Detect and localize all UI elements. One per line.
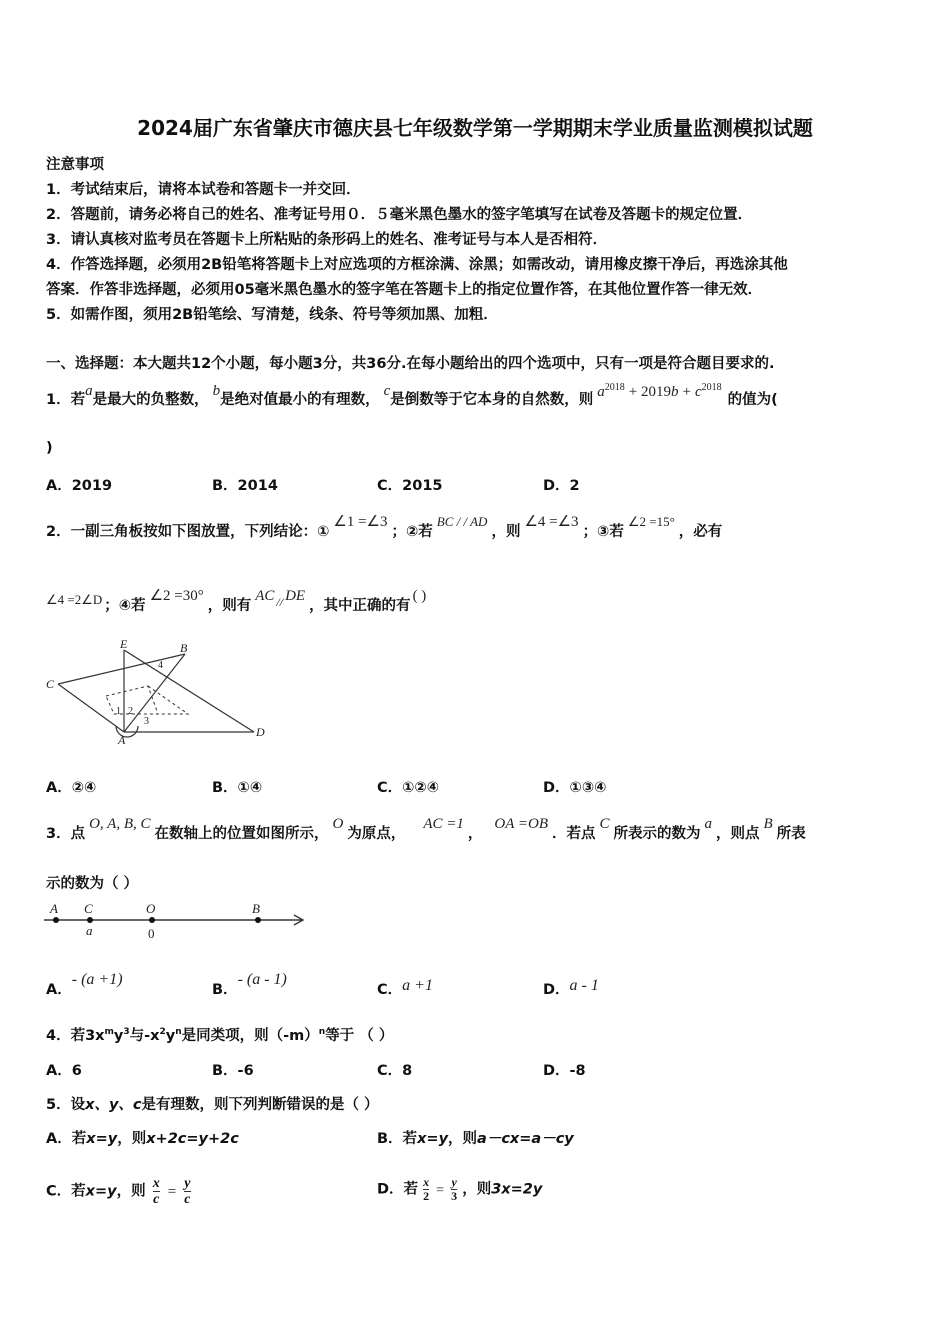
q3-text-7: ，则点 xyxy=(716,826,760,842)
question-3 xyxy=(46,816,806,843)
q4-text-d: y xyxy=(165,1028,176,1044)
dashed-inner-right xyxy=(148,686,188,714)
q1-option-d: D．2 xyxy=(543,478,580,494)
q1-var-c: c xyxy=(383,383,391,399)
q2-text-6: ；④若 xyxy=(104,598,146,614)
q1-var-b: b xyxy=(212,383,221,399)
q3-option-c-letter: C． xyxy=(377,982,403,998)
q5-c-num-2: y xyxy=(184,1176,191,1191)
q2-option-d: D．①③④ xyxy=(543,780,607,796)
label-2: 2 xyxy=(128,706,133,717)
q4-option-c: C．8 xyxy=(377,1063,413,1079)
q3-number-line xyxy=(40,898,310,944)
q4-sup-4: n xyxy=(175,1027,182,1038)
q5-c-den-2: c xyxy=(184,1192,191,1207)
axis-label-C: C xyxy=(84,901,93,916)
label-D: D xyxy=(256,725,265,739)
q5-a-cond: x=y xyxy=(86,1131,118,1147)
notice-item-1: 1．考试结束后，请将本试卷和答题卡一并交回． xyxy=(46,182,361,198)
label-1: 1 xyxy=(116,706,121,717)
q5-d-num-1: x xyxy=(423,1175,430,1189)
q1-expr-plus: + xyxy=(682,384,691,400)
q1-text-5: 的值为( xyxy=(727,392,778,408)
question-5 xyxy=(46,1093,379,1114)
q5-b-mid: ，则 xyxy=(448,1131,478,1147)
label-4: 4 xyxy=(158,660,163,671)
q5-c-cond: x=y xyxy=(85,1183,117,1200)
notice-item-3: 3．请认真核对监考员在答题卡上所粘贴的条形码上的姓名、准考证号与本人是否相符． xyxy=(46,232,608,248)
axis-value-zero: 0 xyxy=(148,926,155,941)
q5-d-num-2: y xyxy=(451,1175,457,1189)
q5-b-pre: B．若 xyxy=(377,1131,418,1147)
q1-option-a: A．2019 xyxy=(46,478,113,494)
notice-item-2: 2．答题前，请务必将自己的姓名、准考证号用０．５毫米黑色墨水的签字笔填写在试卷及答题卡的规定位置． xyxy=(46,207,753,223)
q2-option-b: B．①④ xyxy=(212,780,263,796)
q3-text-3: 为原点， xyxy=(347,826,406,842)
q1-text-2: 是最大的负整数， xyxy=(92,392,209,408)
q4-text-f: 等于 （ ） xyxy=(325,1028,394,1044)
q3-text-2: 在数轴上的位置如图所示， xyxy=(154,826,329,842)
q5-option-a xyxy=(46,1127,239,1148)
q1-expr-exp2: 2018 xyxy=(701,382,722,394)
q3-text-8: 所表 xyxy=(776,826,806,842)
q2-math-7 xyxy=(255,588,306,609)
axis-label-A: A xyxy=(50,901,58,916)
q3-option-c-math: a +1 xyxy=(402,977,433,994)
q3-math-5: C xyxy=(599,816,610,832)
q4-text-c: 与-x xyxy=(129,1028,160,1044)
q3-option-d-math: a - 1 xyxy=(569,977,599,994)
notice-heading: 注意事项 xyxy=(46,157,104,173)
label-E: E xyxy=(120,638,128,651)
notice-item-4: 4．作答选择题，必须用2B铅笔将答题卡上对应选项的方框涂满、涂黑；如需改动，请用橡皮擦干净后，再选涂其他 xyxy=(46,257,788,273)
page-title: 2024届广东省肇庆市德庆县七年级数学第一学期期末学业质量监测模拟试题 xyxy=(137,116,813,140)
q5-option-c xyxy=(46,1176,191,1207)
q3-math-6: a xyxy=(704,816,712,832)
q5-a-result: x+2c=y+2c xyxy=(146,1131,239,1147)
q1-expr-a: a xyxy=(597,384,605,400)
q5-c-den-1: c xyxy=(153,1192,160,1207)
notice-item-4-cont: 答案．作答非选择题，必须用05毫米黑色墨水的签字笔在答题卡上的指定位置作答，在其他位置作答一律无效． xyxy=(46,282,763,298)
q1-expression xyxy=(597,384,721,400)
q5-d-fraction-2 xyxy=(451,1176,457,1203)
q5-c-equals: = xyxy=(167,1183,177,1200)
q5-d-mid: ，则 xyxy=(462,1181,492,1198)
q2-math-2: BC / / AD xyxy=(436,514,488,529)
q3-math-2: O xyxy=(332,816,344,832)
point-O xyxy=(149,917,155,923)
q2-text-3: ，则 xyxy=(491,524,521,540)
q3-option-d xyxy=(543,978,599,999)
q3-math-3: AC =1 xyxy=(423,816,464,832)
q2-math-7c: DE xyxy=(285,588,306,604)
q5-b-result: a－cx=a－cy xyxy=(477,1131,574,1147)
q2-option-a: A．②④ xyxy=(46,780,97,796)
question-1 xyxy=(46,382,778,409)
q5-option-d xyxy=(377,1176,542,1203)
q2-math-1: ∠1 =∠3 xyxy=(333,514,388,530)
axis-label-B: B xyxy=(252,901,260,916)
q3-text-6: 所表示的数为 xyxy=(613,826,701,842)
point-A xyxy=(53,917,59,923)
q1-expr-b: b xyxy=(670,384,679,400)
q5-c-fraction-2 xyxy=(184,1176,190,1207)
q2-answer-paren: ( ) xyxy=(412,588,427,604)
q3-option-b-letter: B． xyxy=(212,982,238,998)
q5-vars: x、y、c xyxy=(85,1097,142,1113)
question-2 xyxy=(46,514,723,541)
q5-d-den-1: 2 xyxy=(423,1189,430,1203)
axis-label-O: O xyxy=(146,901,156,916)
q4-option-a: A．6 xyxy=(46,1063,82,1079)
q2-option-c: C．①②④ xyxy=(377,780,439,796)
q3-math-1: O, A, B, C xyxy=(89,816,151,832)
q5-b-cond: x=y xyxy=(417,1131,449,1147)
q3-line-2: 示的数为（ ） xyxy=(46,876,139,892)
line-CA xyxy=(58,684,124,732)
q1-text-1: 1．若 xyxy=(46,392,86,408)
q4-text-b: y xyxy=(113,1028,124,1044)
q2-math-6: ∠2 =30° xyxy=(149,588,204,604)
q4-option-d: D．-8 xyxy=(543,1063,586,1079)
q4-sup-3: 2 xyxy=(159,1027,166,1038)
q3-text-4: ， xyxy=(467,826,483,842)
q5-c-mid: ，则 xyxy=(116,1183,146,1200)
q5-d-den-2: 3 xyxy=(451,1189,458,1203)
q1-expr-c: c xyxy=(694,384,702,400)
q3-option-a xyxy=(46,971,123,999)
q1-option-b: B．2014 xyxy=(212,478,278,494)
q3-option-b xyxy=(212,971,287,999)
q2-triangle-figure xyxy=(40,638,270,748)
q2-text-1: 2．一副三角板按如下图放置，下列结论：① xyxy=(46,524,330,540)
q1-text-4: 是倒数等于它本身的自然数，则 xyxy=(390,392,594,408)
q2-math-7a: AC xyxy=(255,588,275,604)
q4-text-e: 是同类项，则（-m） xyxy=(181,1028,319,1044)
line-CB xyxy=(58,654,185,684)
q3-option-d-letter: D． xyxy=(543,982,570,998)
question-2-line-2 xyxy=(46,588,427,615)
q1-option-c: C．2015 xyxy=(377,478,443,494)
section-heading: 一、选择题：本大题共12个小题，每小题3分，共36分.在每小题给出的四个选项中，只有一项是符合题目要求的. xyxy=(46,356,775,372)
q5-a-pre: A．若 xyxy=(46,1131,87,1147)
q3-option-a-math: - (a +1) xyxy=(71,971,123,988)
q1-expr-mid: + 2019 xyxy=(628,384,671,400)
q5-d-pre: D．若 xyxy=(377,1181,419,1198)
q3-text-5: ．若点 xyxy=(551,826,596,842)
label-B: B xyxy=(180,641,188,655)
label-C: C xyxy=(46,677,55,691)
q1-var-a: a xyxy=(85,383,93,399)
q2-math-4: ∠2 =15° xyxy=(627,514,675,529)
q5-option-b xyxy=(377,1127,574,1148)
q1-expr-exp1: 2018 xyxy=(604,382,625,394)
q3-option-b-math: - (a - 1) xyxy=(237,971,287,988)
q4-sup-5: n xyxy=(318,1027,326,1038)
q5-stem-2: 是有理数，则下列判断错误的是（ ） xyxy=(141,1097,379,1113)
q4-option-b: B．-6 xyxy=(212,1063,254,1079)
q3-option-a-letter: A． xyxy=(46,982,72,998)
notice-item-5: 5．如需作图，须用2B铅笔绘、写清楚，线条、符号等须加黑、加粗． xyxy=(46,307,498,323)
q2-text-7: ，则有 xyxy=(207,598,252,614)
q1-close-paren: ) xyxy=(46,440,53,456)
label-A: A xyxy=(118,733,126,747)
q2-text-4: ；③若 xyxy=(582,524,624,540)
axis-value-a: a xyxy=(86,923,93,938)
q5-c-fraction-1 xyxy=(153,1176,160,1207)
q1-text-3: 是绝对值最小的有理数， xyxy=(220,392,380,408)
q5-stem-1: 5．设 xyxy=(46,1097,86,1113)
q2-text-8: ，其中正确的有 xyxy=(309,598,411,614)
q3-option-c xyxy=(377,978,433,999)
q2-text-5: ，必有 xyxy=(678,524,723,540)
q4-sup-1: m xyxy=(104,1027,114,1038)
q5-d-fraction-1 xyxy=(423,1176,429,1203)
q2-math-7b: // xyxy=(276,595,284,609)
q3-math-7: B xyxy=(763,816,773,832)
q5-c-pre: C．若 xyxy=(46,1183,86,1200)
q2-math-3: ∠4 =∠3 xyxy=(524,514,579,530)
label-3: 3 xyxy=(144,716,149,727)
q4-sup-2: 3 xyxy=(123,1027,130,1038)
q2-text-2: ；②若 xyxy=(391,524,433,540)
q5-c-num-1: x xyxy=(152,1176,160,1191)
q3-text-1: 3．点 xyxy=(46,826,86,842)
q5-a-mid: ，则 xyxy=(117,1131,147,1147)
q5-d-result: 3x=2y xyxy=(491,1181,543,1198)
q4-text-a: 4．若3x xyxy=(46,1028,105,1044)
q2-math-5: ∠4 =2∠D xyxy=(46,592,103,607)
q3-math-4: OA =OB xyxy=(494,816,548,832)
question-4 xyxy=(46,1024,393,1045)
q5-d-equals: = xyxy=(436,1182,445,1198)
point-B xyxy=(255,917,261,923)
